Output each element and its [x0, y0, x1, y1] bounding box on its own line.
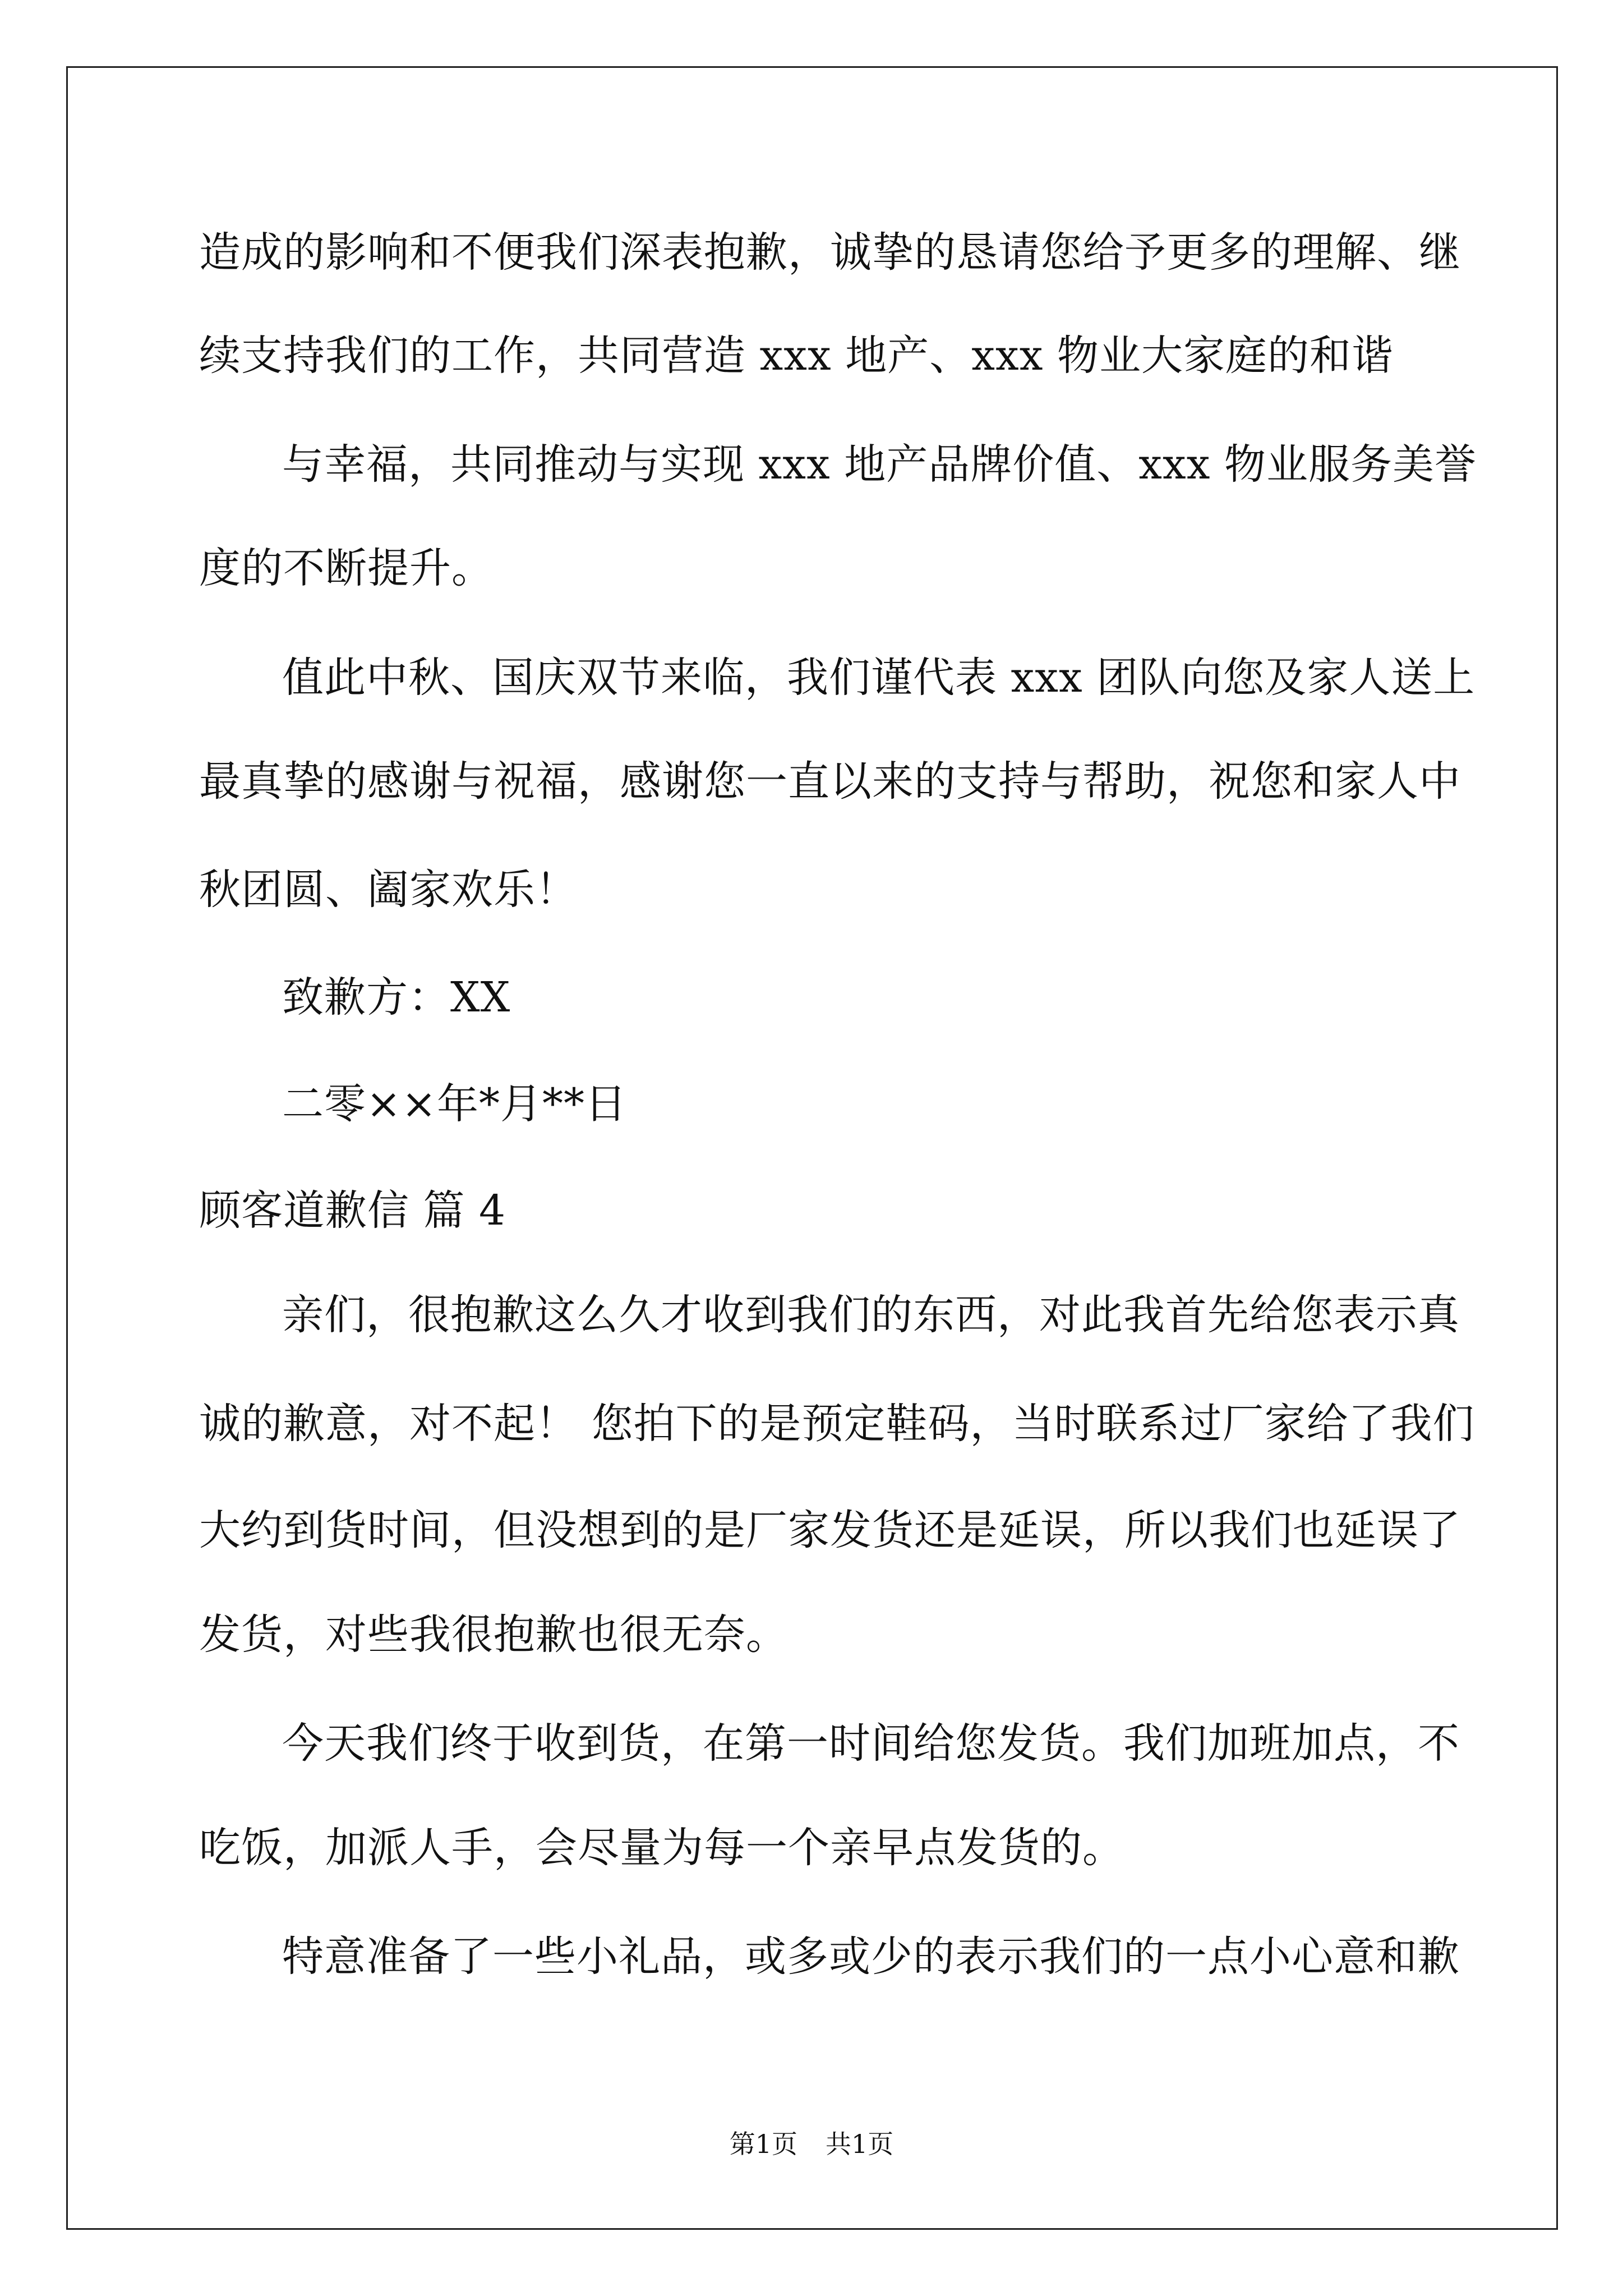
paragraph-line: 最真挚的感谢与祝福，感谢您一直以来的支持与帮助，祝您和家人中 — [199, 757, 1461, 806]
paragraph-line: 大约到货时间，但没想到的是厂家发货还是延误，所以我们也延误了 — [199, 1506, 1461, 1554]
page-border — [66, 66, 1558, 2230]
paragraph-line: 秋团圆、阖家欢乐！ — [199, 866, 578, 914]
page-number: 第1页 — [729, 2129, 797, 2159]
page-footer — [0, 2127, 1623, 2161]
paragraph-line: 今天我们终于收到货，在第一时间给您发货。我们加班加点，不 — [282, 1719, 1460, 1768]
paragraph-line: 发货，对些我很抱歉也很无奈。 — [199, 1611, 788, 1659]
paragraph-line: 值此中秋、国庆双节来临，我们谨代表 xxx 团队向您及家人送上 — [282, 654, 1476, 702]
section-heading: 顾客道歉信 篇 4 — [199, 1186, 506, 1235]
paragraph-line: 度的不断提升。 — [199, 544, 494, 592]
page-total: 共1页 — [826, 2129, 894, 2159]
paragraph-line: 续支持我们的工作，共同营造 xxx 地产、xxx 物业大家庭的和谐 — [199, 332, 1394, 380]
date-line: 二零××年*月**日 — [282, 1080, 628, 1128]
paragraph-line: 造成的影响和不便我们深表抱歉，诚挚的恳请您给予更多的理解、继 — [199, 228, 1461, 277]
paragraph-line: 诚的歉意，对不起！ 您拍下的是预定鞋码，当时联系过厂家给了我们 — [199, 1400, 1475, 1448]
paragraph-line: 亲们，很抱歉这么久才收到我们的东西，对此我首先给您表示真 — [282, 1291, 1460, 1339]
signature-line: 致歉方：XX — [282, 973, 511, 1022]
paragraph-line: 与幸福，共同推动与实现 xxx 地产品牌价值、xxx 物业服务美誉 — [282, 440, 1477, 489]
paragraph-line: 吃饭，加派人手，会尽量为每一个亲早点发货的。 — [199, 1824, 1124, 1872]
paragraph-line: 特意准备了一些小礼品，或多或少的表示我们的一点小心意和歉 — [282, 1932, 1460, 1981]
